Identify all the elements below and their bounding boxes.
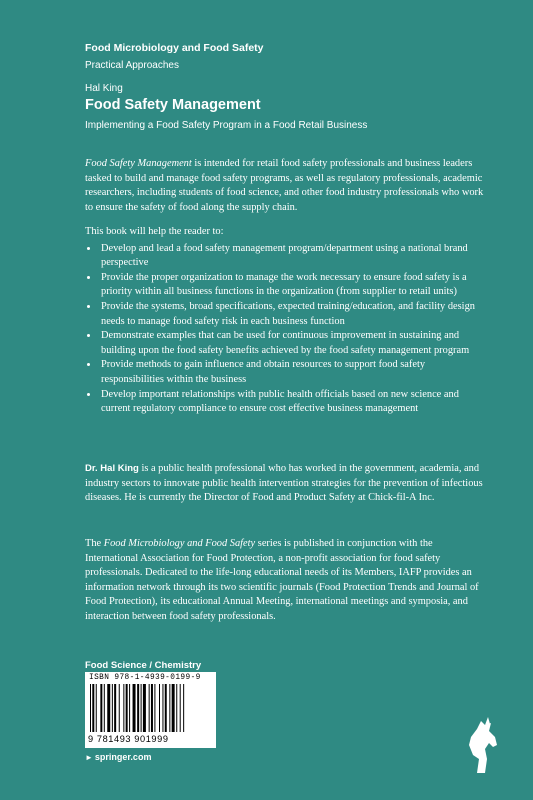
barcode-bar <box>176 684 177 732</box>
isbn-barcode <box>85 672 216 748</box>
series-paragraph <box>85 537 485 625</box>
benefits-intro: This book will help the reader to: <box>85 226 224 237</box>
barcode-bar <box>137 684 139 732</box>
book-subtitle: Implementing a Food Safety Program in a Food Retail Business <box>85 120 368 131</box>
list-item: • Develop important relationships with public health officials based on new science and current regulatory compliance to ensure cost effective business management <box>99 388 485 417</box>
barcode-bar <box>112 684 113 732</box>
barcode-bar <box>172 684 175 732</box>
barcode-bar <box>104 684 105 732</box>
barcode-bar <box>96 684 97 732</box>
intro-italic-title: Food Safety Management <box>85 158 192 169</box>
barcode-bar <box>133 684 136 732</box>
series-name: Food Microbiology and Food Safety <box>85 42 264 54</box>
list-item: • Provide the proper organization to manage the work necessary to ensure food safety is a priority within all business functions in the organization (from supplier to retail units) <box>99 271 485 300</box>
author-bio <box>85 462 485 506</box>
isbn-digits: 9 781493 901999 <box>88 734 169 744</box>
series-para-italic: Food Microbiology and Food Safety <box>103 538 256 549</box>
series-para-lead: The <box>85 538 104 549</box>
website-text: springer.com <box>94 752 152 762</box>
author-bio-text: is a public health professional who has worked in the government, academia, and industry sectors to innovate public health intervention strategies for the prevention of infectious diseases. He is currently the Director of Food and Product Safety at Chick-fil-A Inc. <box>85 463 483 504</box>
barcode-bar <box>119 684 120 732</box>
arrow-right-icon: ► <box>85 753 93 762</box>
list-item: • Provide methods to gain influence and obtain resources to support food safety responsibilities within the business <box>99 358 485 387</box>
barcode-bar <box>154 684 155 732</box>
barcode-bar <box>107 684 110 732</box>
barcode-bar <box>129 684 130 732</box>
intro-text: is intended for retail food safety professionals and business leaders tasked to build and manage food safety programs, as well as regulatory professionals, academic researchers, including students of food science, and other food industry professionals who work to ensure the safety of food along the supply chain. <box>85 158 484 213</box>
barcode-bar <box>143 684 146 732</box>
barcode-bar <box>169 684 170 732</box>
book-author: Hal King <box>85 83 123 94</box>
subject-category: Food Science / Chemistry <box>85 660 202 671</box>
list-item: • Provide the systems, broad specifications, expected training/education, and facility design needs to manage food safety risk in each business function <box>99 300 485 329</box>
website-link[interactable] <box>85 752 151 762</box>
barcode-bar <box>180 684 181 732</box>
barcode-bar <box>100 684 102 732</box>
barcode-bar <box>149 684 150 732</box>
list-item: • Demonstrate examples that can be used for continuous improvement in sustaining and building upon the food safety benefits achieved by the food safety management program <box>99 329 485 358</box>
list-item: • Develop and lead a food safety management program/department using a national brand perspective <box>99 242 485 271</box>
barcode-bar <box>141 684 142 732</box>
barcode-bars <box>90 684 211 732</box>
barcode-bar <box>90 684 91 732</box>
barcode-bar <box>183 684 184 732</box>
isbn-label: ISBN 978-1-4939-0199-9 <box>89 674 201 682</box>
barcode-bar <box>159 684 160 732</box>
intro-paragraph <box>85 157 485 215</box>
barcode-bar <box>151 684 153 732</box>
barcode-bar <box>126 684 128 732</box>
book-title: Food Safety Management <box>85 97 261 113</box>
series-header <box>85 41 264 73</box>
series-subtitle: Practical Approaches <box>85 60 179 71</box>
barcode-bar <box>114 684 116 732</box>
barcode-bar <box>92 684 94 732</box>
benefits-section <box>85 225 485 417</box>
benefits-list <box>85 242 485 417</box>
author-bio-name: Dr. Hal King <box>85 463 139 474</box>
springer-horse-logo <box>455 715 505 777</box>
barcode-bar <box>123 684 124 732</box>
barcode-bar <box>162 684 163 732</box>
barcode-bar <box>165 684 167 732</box>
series-para-text: series is published in conjunction with the International Association for Food Protection, a non-profit association for food safety professionals. Dedicated to the life-long educational needs of its Members, IAFP provides an information network through its two scientific journals (Food Protection Trends and Journal of Food Protection), its educational Annual Meeting, international meetings and symposia, and interaction between food safety professionals. <box>85 538 479 622</box>
